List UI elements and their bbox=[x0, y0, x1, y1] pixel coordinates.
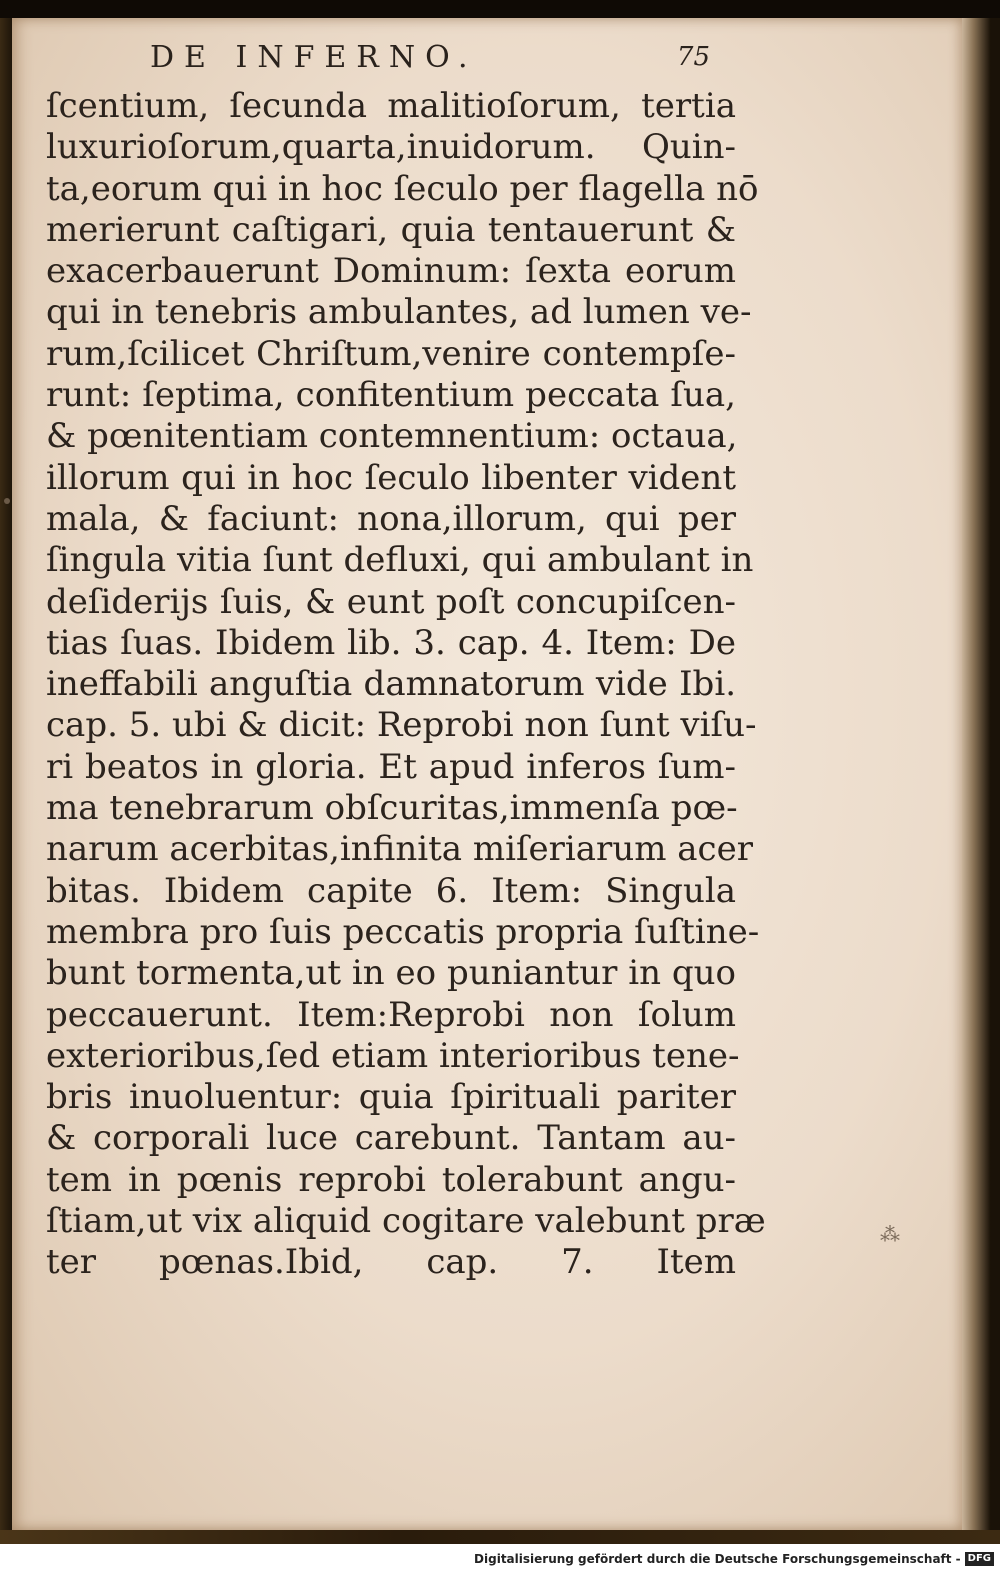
text-line: illorum qui in hoc ſeculo libenter vident bbox=[46, 457, 736, 498]
text-line: luxurioſorum,quarta,inuidorum. Quin- bbox=[46, 127, 736, 168]
dfg-logo: DFG bbox=[965, 1552, 994, 1566]
margin-mark: ⁂ bbox=[880, 1222, 900, 1246]
scan-top-border bbox=[0, 0, 1000, 18]
body-text bbox=[46, 86, 766, 1284]
page-header bbox=[150, 40, 710, 80]
text-line: merierunt caſtigari, quia tentauerunt & bbox=[46, 209, 736, 250]
page-spot bbox=[4, 498, 10, 504]
page-edge bbox=[962, 18, 1000, 1530]
scan-bottom-border bbox=[0, 1530, 1000, 1544]
text-line: narum acerbitas,infinita miſeriarum acer bbox=[46, 829, 753, 870]
text-line: ineffabili anguſtia damnatorum vide Ibi. bbox=[46, 664, 736, 705]
page-number: 75 bbox=[676, 42, 710, 72]
text-line: membra pro ſuis peccatis propria ſuſtine- bbox=[46, 911, 760, 952]
text-line: tias ſuas. Ibidem lib. 3. cap. 4. Item: De bbox=[46, 622, 736, 663]
text-line: ma tenebrarum obſcuritas,immenſa pœ- bbox=[46, 788, 738, 829]
text-line: & corporali luce carebunt. Tantam au- bbox=[46, 1118, 736, 1159]
text-line: qui in tenebris ambulantes, ad lumen ve- bbox=[46, 292, 752, 333]
text-line: ri beatos in gloria. Et apud inferos ſum- bbox=[46, 746, 736, 787]
text-line: & pœnitentiam contemnentium: octaua, bbox=[46, 416, 738, 457]
text-line: ta,eorum qui in hoc ſeculo per flagella nō bbox=[46, 168, 759, 209]
text-line: ſingula vitia ſunt defluxi, qui ambulant in bbox=[46, 540, 754, 581]
text-line: bris inuoluentur: quia ſpirituali pariter bbox=[46, 1077, 736, 1118]
text-line: rum,ſcilicet Chriſtum,venire contempſe- bbox=[46, 333, 736, 374]
digitization-credit bbox=[474, 1552, 994, 1566]
text-line: exterioribus,ſed etiam interioribus tene- bbox=[46, 1035, 740, 1076]
text-line: cap. 5. ubi & dicit: Reprobi non ſunt viſu- bbox=[46, 705, 757, 746]
text-line: ter pœnas.Ibid, cap. 7. Item bbox=[46, 1242, 736, 1283]
text-line: bunt tormenta,ut in eo puniantur in quo bbox=[46, 953, 736, 994]
text-line: deſiderijs ſuis, & eunt poſt concupiſcen- bbox=[46, 581, 736, 622]
text-line: mala, & faciunt: nona,illorum, qui per bbox=[46, 498, 736, 539]
running-title: DE INFERNO. bbox=[150, 40, 478, 75]
text-line: runt: ſeptima, confitentium peccata ſua, bbox=[46, 375, 736, 416]
text-line: exacerbauerunt Dominum: ſexta eorum bbox=[46, 251, 736, 292]
text-line: peccauerunt. Item:Reprobi non ſolum bbox=[46, 994, 736, 1035]
text-line: ſcentium, ſecunda malitioſorum, tertia bbox=[46, 86, 736, 126]
text-line: tem in pœnis reprobi tolerabunt angu- bbox=[46, 1159, 736, 1200]
credit-text: Digitalisierung gefördert durch die Deutsche Forschungsgemeinschaft - bbox=[474, 1552, 961, 1566]
text-line: bitas. Ibidem capite 6. Item: Singula bbox=[46, 870, 736, 911]
text-line: ſtiam,ut vix aliquid cogitare valebunt præ bbox=[46, 1201, 766, 1242]
